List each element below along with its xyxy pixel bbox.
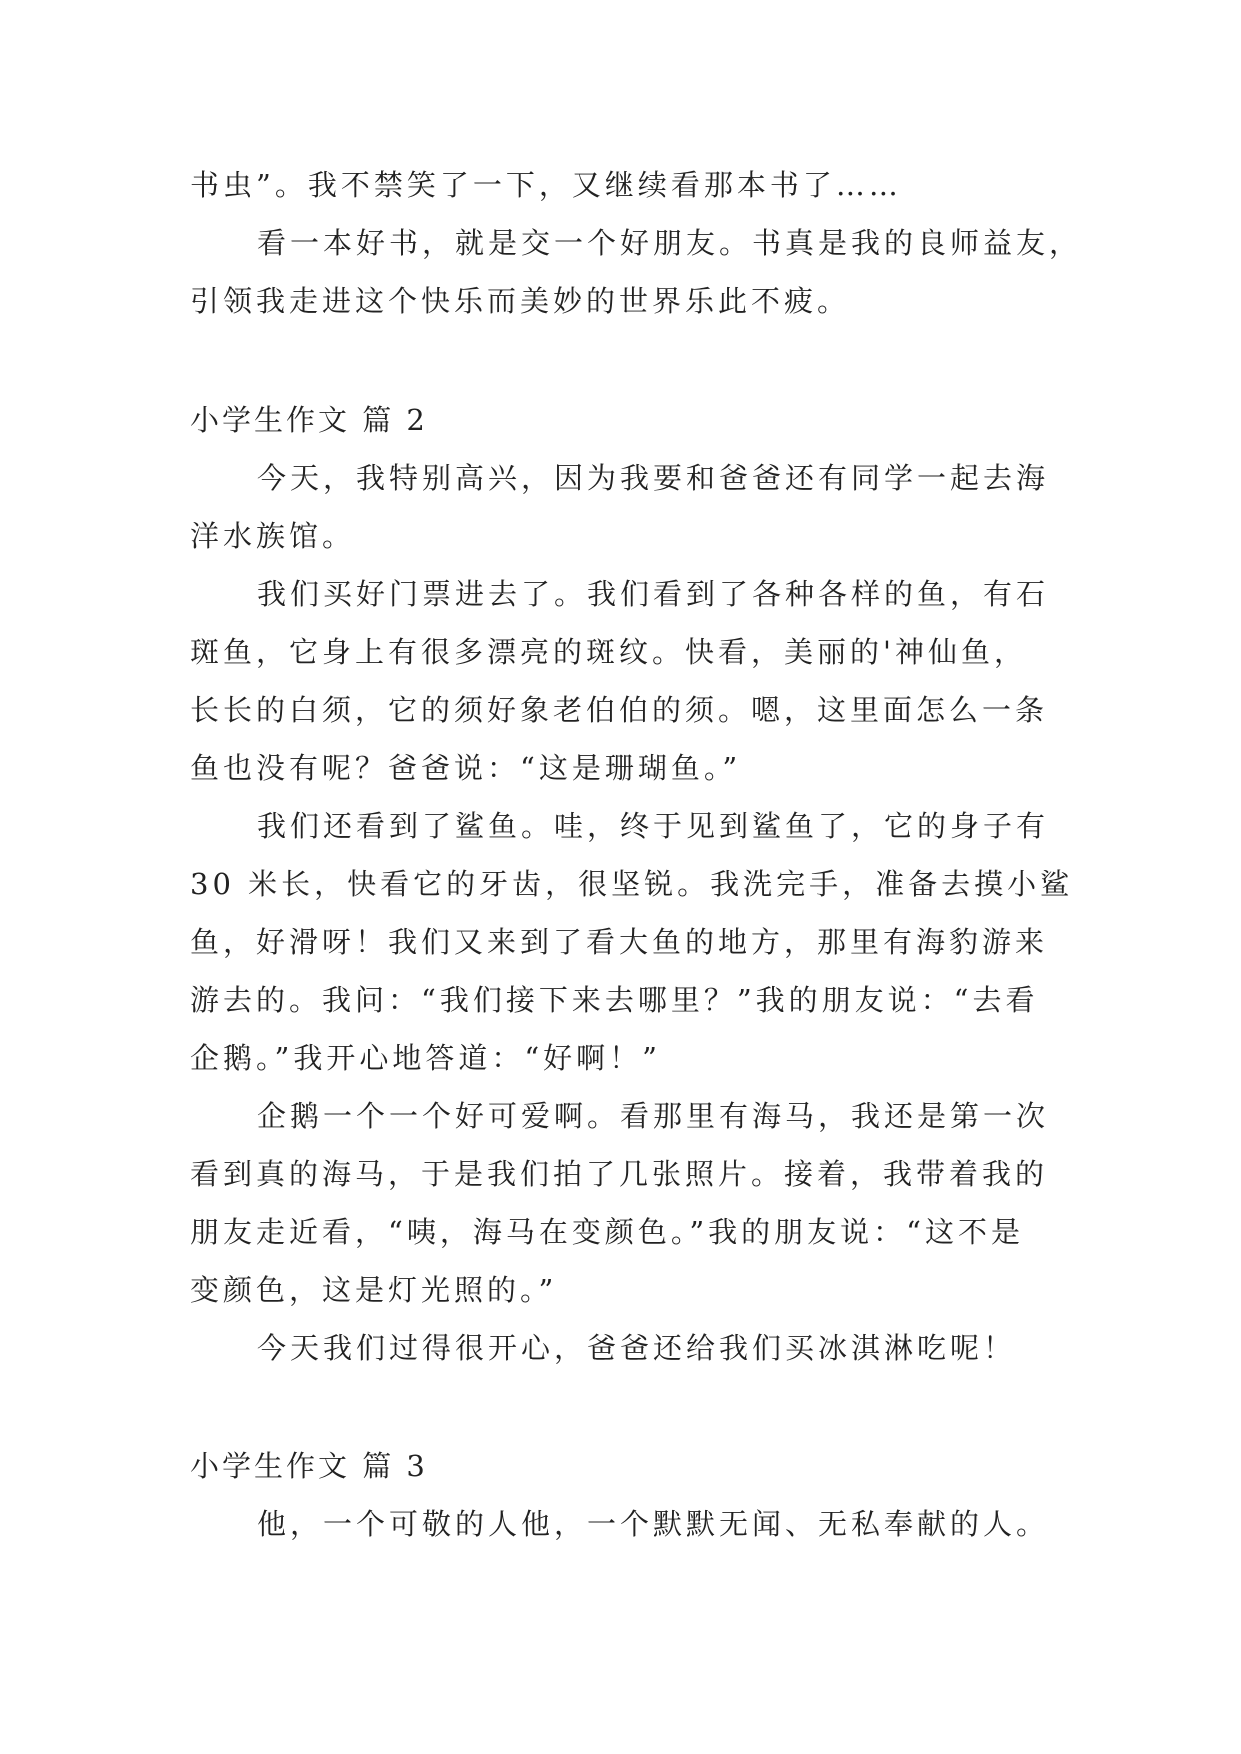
- section-heading: 小学生作文 篇 3: [190, 1449, 428, 1483]
- section-heading: 小学生作文 篇 2: [190, 403, 428, 437]
- text-line: 鱼，好滑呀！我们又来到了看大鱼的地方，那里有海豹游来: [190, 925, 1049, 959]
- text-line: 看一本好书，就是交一个好朋友。书真是我的良师益友，: [257, 226, 1083, 260]
- text-line: 看到真的海马，于是我们拍了几张照片。接着，我带着我的: [190, 1157, 1049, 1191]
- text-line: 斑鱼，它身上有很多漂亮的斑纹。快看，美丽的'神仙鱼，: [190, 635, 1027, 669]
- text-line: 长长的白须，它的须好象老伯伯的须。嗯，这里面怎么一条: [190, 693, 1049, 727]
- text-line: 鱼也没有呢？爸爸说：“这是珊瑚鱼。”: [190, 751, 742, 785]
- text-line: 我们还看到了鲨鱼。哇，终于见到鲨鱼了，它的身子有: [257, 809, 1050, 843]
- text-line: 朋友走近看，“咦，海马在变颜色。”我的朋友说：“这不是: [190, 1215, 1024, 1249]
- text-line: 书虫”。我不禁笑了一下，又继续看那本书了……: [190, 168, 902, 202]
- text-line: 企鹅一个一个好可爱啊。看那里有海马，我还是第一次: [257, 1099, 1050, 1133]
- text-line: 企鹅。”我开心地答道：“好啊！”: [190, 1041, 661, 1075]
- text-line: 今天，我特别高兴，因为我要和爸爸还有同学一起去海: [257, 461, 1050, 495]
- text-line: 我们买好门票进去了。我们看到了各种各样的鱼，有石: [257, 577, 1050, 611]
- text-line: 引领我走进这个快乐而美妙的世界乐此不疲。: [190, 284, 851, 318]
- text-line: 今天我们过得很开心，爸爸还给我们买冰淇淋吃呢！: [257, 1331, 1017, 1365]
- text-line: 变颜色，这是灯光照的。”: [190, 1273, 558, 1307]
- text-line: 30 米长，快看它的牙齿，很坚锐。我洗完手，准备去摸小鲨: [190, 867, 1074, 901]
- text-line: 游去的。我问：“我们接下来去哪里？”我的朋友说：“去看: [190, 983, 1039, 1017]
- text-line: 洋水族馆。: [190, 519, 356, 553]
- text-line: 他，一个可敬的人他，一个默默无闻、无私奉献的人。: [257, 1507, 1050, 1541]
